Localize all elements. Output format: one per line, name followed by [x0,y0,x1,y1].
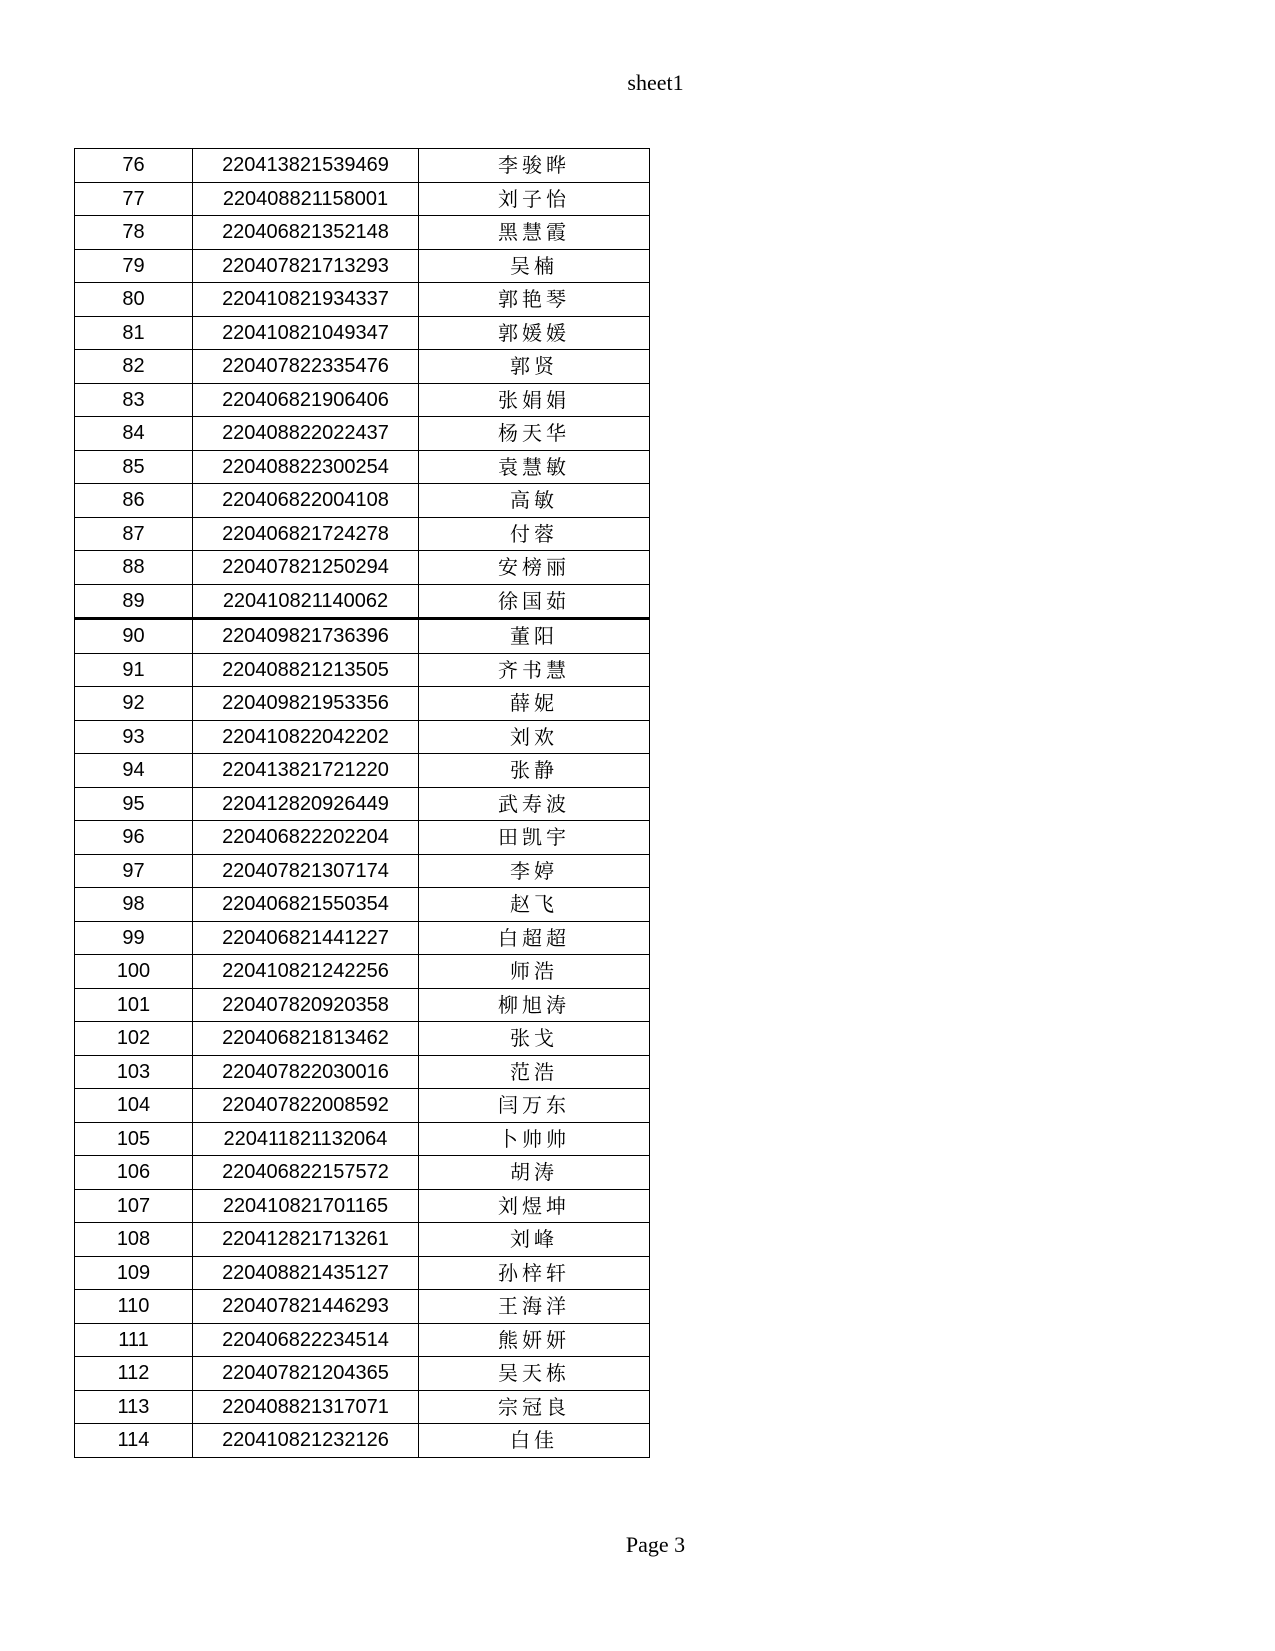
name-cell: 李婷 [419,854,650,888]
table-row [75,1290,650,1324]
id-number-cell: 220407821713293 [193,249,419,283]
name-cell: 李骏晔 [419,149,650,183]
row-number-cell: 112 [75,1357,193,1391]
row-number-cell: 85 [75,450,193,484]
row-number-cell: 105 [75,1122,193,1156]
table-row [75,787,650,821]
table-row [75,249,650,283]
id-number-cell: 220407822335476 [193,350,419,384]
name-cell: 赵飞 [419,888,650,922]
id-number-cell: 220407821250294 [193,551,419,585]
id-number-cell: 220410821232126 [193,1424,419,1458]
id-number-cell: 220408821317071 [193,1390,419,1424]
id-number-cell: 220408821158001 [193,182,419,216]
row-number-cell: 108 [75,1223,193,1257]
name-cell: 张戈 [419,1022,650,1056]
name-cell: 刘欢 [419,720,650,754]
id-number-cell: 220413821539469 [193,149,419,183]
row-number-cell: 94 [75,754,193,788]
row-number-cell: 99 [75,921,193,955]
table-row [75,1089,650,1123]
row-number-cell: 97 [75,854,193,888]
row-number-cell: 114 [75,1424,193,1458]
row-number-cell: 110 [75,1290,193,1324]
row-number-cell: 86 [75,484,193,518]
id-number-cell: 220406821550354 [193,888,419,922]
name-cell: 宗冠良 [419,1390,650,1424]
name-cell: 郭媛媛 [419,316,650,350]
roster-table-body [75,149,650,1458]
row-number-cell: 81 [75,316,193,350]
name-cell: 黑慧霞 [419,216,650,250]
name-cell: 徐国茹 [419,584,650,619]
id-number-cell: 220407821307174 [193,854,419,888]
name-cell: 白超超 [419,921,650,955]
table-row [75,720,650,754]
table-row [75,1223,650,1257]
row-number-cell: 102 [75,1022,193,1056]
name-cell: 白佳 [419,1424,650,1458]
row-number-cell: 79 [75,249,193,283]
sheet-title: sheet1 [627,70,684,95]
row-number-cell: 76 [75,149,193,183]
table-row [75,1156,650,1190]
table-row [75,283,650,317]
row-number-cell: 98 [75,888,193,922]
row-number-cell: 89 [75,584,193,619]
name-cell: 高敏 [419,484,650,518]
table-row [75,383,650,417]
table-row [75,551,650,585]
name-cell: 刘子怡 [419,182,650,216]
table-row [75,584,650,619]
table-row [75,1323,650,1357]
name-cell: 吴楠 [419,249,650,283]
row-number-cell: 84 [75,417,193,451]
id-number-cell: 220409821736396 [193,619,419,654]
name-cell: 范浩 [419,1055,650,1089]
id-number-cell: 220410821242256 [193,955,419,989]
table-row [75,619,650,654]
table-row [75,888,650,922]
name-cell: 孙梓轩 [419,1256,650,1290]
table-row [75,1256,650,1290]
table-row [75,687,650,721]
table-row [75,821,650,855]
name-cell: 熊妍妍 [419,1323,650,1357]
id-number-cell: 220406822157572 [193,1156,419,1190]
row-number-cell: 80 [75,283,193,317]
table-row [75,754,650,788]
page-number: Page 3 [625,1532,686,1557]
id-number-cell: 220412821713261 [193,1223,419,1257]
name-cell: 吴天栋 [419,1357,650,1391]
row-number-cell: 106 [75,1156,193,1190]
id-number-cell: 220406821724278 [193,517,419,551]
name-cell: 郭艳琴 [419,283,650,317]
id-number-cell: 220407821204365 [193,1357,419,1391]
table-row [75,517,650,551]
name-cell: 薛妮 [419,687,650,721]
id-number-cell: 220406821352148 [193,216,419,250]
name-cell: 付蓉 [419,517,650,551]
row-number-cell: 91 [75,653,193,687]
id-number-cell: 220410821049347 [193,316,419,350]
name-cell: 董阳 [419,619,650,654]
row-number-cell: 83 [75,383,193,417]
name-cell: 齐书慧 [419,653,650,687]
id-number-cell: 220410822042202 [193,720,419,754]
id-number-cell: 220410821701165 [193,1189,419,1223]
name-cell: 柳旭涛 [419,988,650,1022]
table-row [75,653,650,687]
name-cell: 张娟娟 [419,383,650,417]
id-number-cell: 220410821140062 [193,584,419,619]
row-number-cell: 104 [75,1089,193,1123]
row-number-cell: 103 [75,1055,193,1089]
name-cell: 张静 [419,754,650,788]
row-number-cell: 111 [75,1323,193,1357]
name-cell: 田凯宇 [419,821,650,855]
id-number-cell: 220408822300254 [193,450,419,484]
id-number-cell: 220407822030016 [193,1055,419,1089]
id-number-cell: 220406822234514 [193,1323,419,1357]
table-row [75,350,650,384]
name-cell: 卜帅帅 [419,1122,650,1156]
row-number-cell: 92 [75,687,193,721]
table-row [75,417,650,451]
id-number-cell: 220406821906406 [193,383,419,417]
table-row [75,182,650,216]
name-cell: 安榜丽 [419,551,650,585]
row-number-cell: 93 [75,720,193,754]
table-row [75,854,650,888]
table-row [75,484,650,518]
table-row [75,1390,650,1424]
id-number-cell: 220412820926449 [193,787,419,821]
row-number-cell: 107 [75,1189,193,1223]
id-number-cell: 220408821213505 [193,653,419,687]
id-number-cell: 220406822202204 [193,821,419,855]
row-number-cell: 78 [75,216,193,250]
table-row [75,149,650,183]
row-number-cell: 95 [75,787,193,821]
row-number-cell: 109 [75,1256,193,1290]
id-number-cell: 220409821953356 [193,687,419,721]
row-number-cell: 101 [75,988,193,1022]
row-number-cell: 100 [75,955,193,989]
row-number-cell: 90 [75,619,193,654]
id-number-cell: 220407820920358 [193,988,419,1022]
row-number-cell: 87 [75,517,193,551]
id-number-cell: 220411821132064 [193,1122,419,1156]
id-number-cell: 220407821446293 [193,1290,419,1324]
id-number-cell: 220406821441227 [193,921,419,955]
row-number-cell: 113 [75,1390,193,1424]
id-number-cell: 220406821813462 [193,1022,419,1056]
name-cell: 师浩 [419,955,650,989]
table-row [75,216,650,250]
table-row [75,1189,650,1223]
name-cell: 胡涛 [419,1156,650,1190]
name-cell: 郭贤 [419,350,650,384]
table-row [75,1022,650,1056]
row-number-cell: 96 [75,821,193,855]
table-row [75,1055,650,1089]
id-number-cell: 220407822008592 [193,1089,419,1123]
row-number-cell: 77 [75,182,193,216]
name-cell: 闫万东 [419,1089,650,1123]
name-cell: 刘煜坤 [419,1189,650,1223]
name-cell: 刘峰 [419,1223,650,1257]
table-row [75,1357,650,1391]
id-number-cell: 220413821721220 [193,754,419,788]
name-cell: 袁慧敏 [419,450,650,484]
table-row [75,316,650,350]
name-cell: 武寿波 [419,787,650,821]
table-row [75,1424,650,1458]
table-row [75,450,650,484]
id-number-cell: 220408822022437 [193,417,419,451]
row-number-cell: 82 [75,350,193,384]
id-number-cell: 220408821435127 [193,1256,419,1290]
name-cell: 王海洋 [419,1290,650,1324]
row-number-cell: 88 [75,551,193,585]
table-row [75,1122,650,1156]
table-row [75,921,650,955]
roster-table [74,148,650,1458]
id-number-cell: 220406822004108 [193,484,419,518]
table-row [75,955,650,989]
id-number-cell: 220410821934337 [193,283,419,317]
name-cell: 杨天华 [419,417,650,451]
table-row [75,988,650,1022]
